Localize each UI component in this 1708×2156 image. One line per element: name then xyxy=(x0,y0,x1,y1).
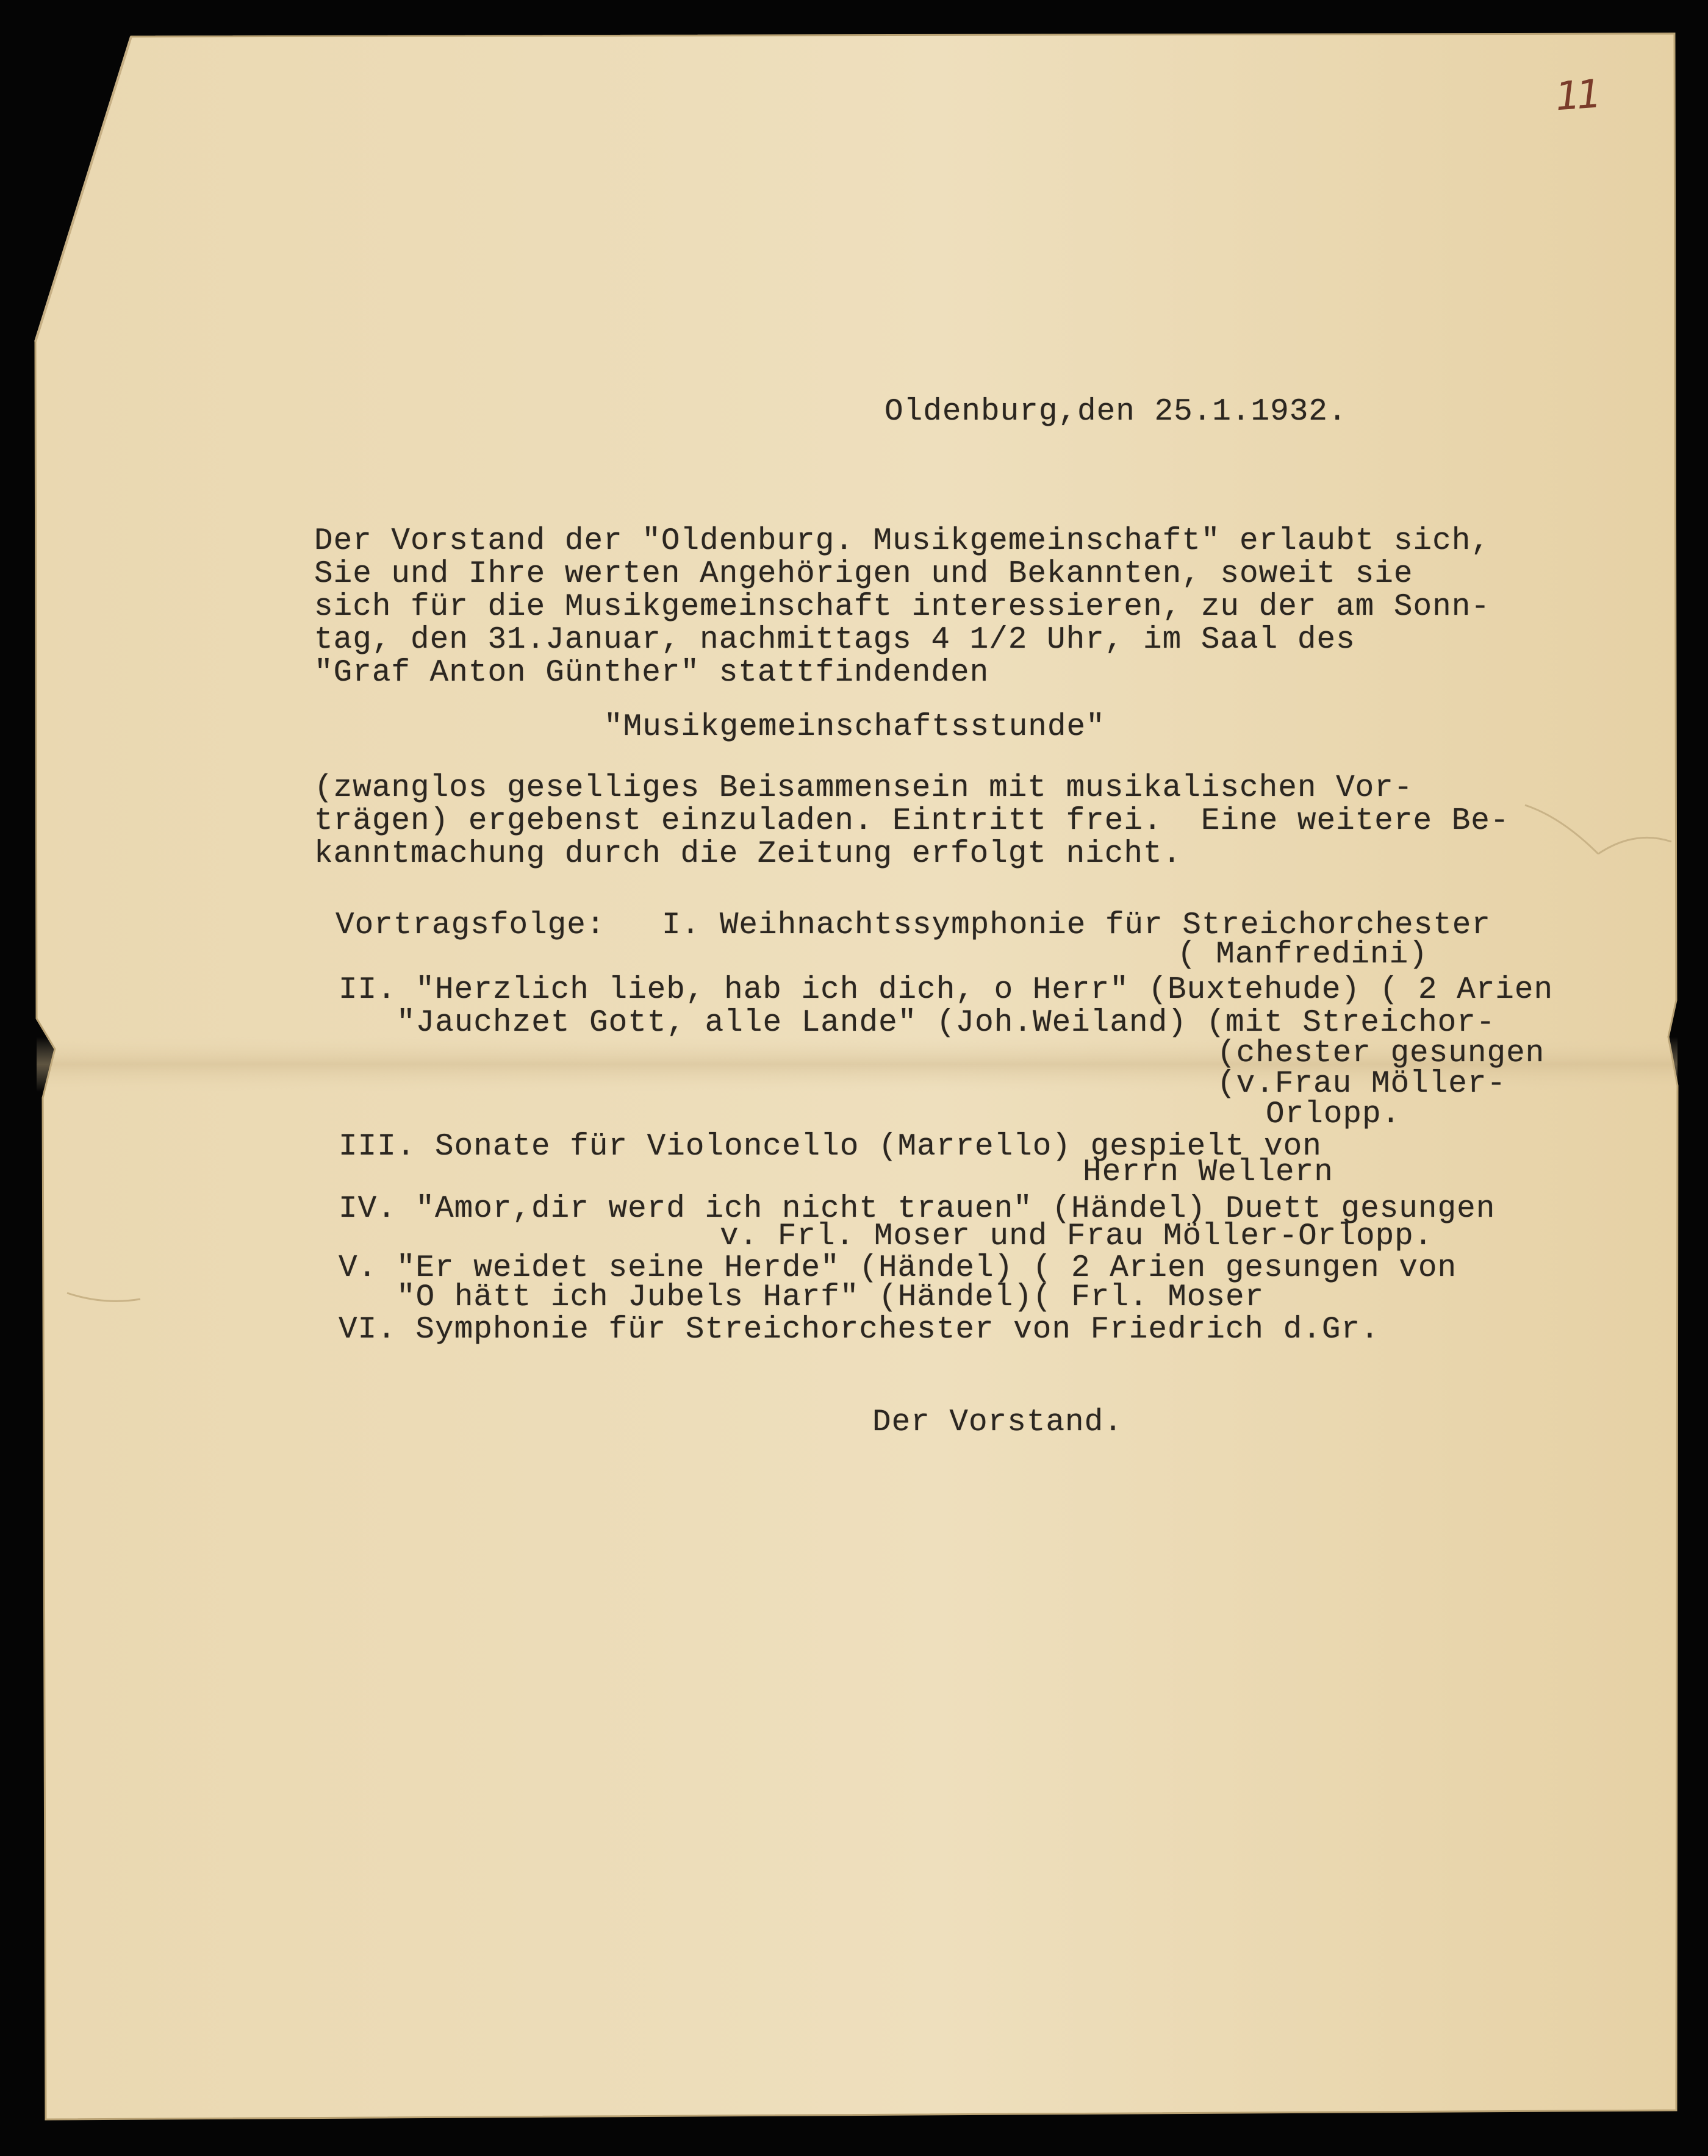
description-line-2: trägen) ergebenst einzuladen. Eintritt frei. Eine weitere Be- xyxy=(314,804,1510,839)
program-line-10: IV. "Amor,dir werd ich nicht trauen" (Händel) Duett gesungen xyxy=(339,1192,1496,1227)
description-line-1: (zwanglos geselliges Beisammensein mit musikalischen Vor- xyxy=(314,771,1413,806)
program-line-7: Orlopp. xyxy=(1266,1097,1401,1132)
intro-line-1: Der Vorstand der "Oldenburg. Musikgemeinschaft" erlaubt sich, xyxy=(314,524,1490,559)
event-title: "Musikgemeinschaftsstunde" xyxy=(604,710,1105,745)
intro-line-2: Sie und Ihre werten Angehörigen und Bekannten, soweit sie xyxy=(314,557,1413,592)
program-line-8: III. Sonate für Violoncello (Marrello) gespielt von xyxy=(339,1130,1322,1164)
program-line-4: "Jauchzet Gott, alle Lande" (Joh.Weiland) (mit Streichor- xyxy=(396,1006,1496,1040)
program-line-11: v. Frl. Moser und Frau Möller-Orlopp. xyxy=(720,1219,1434,1254)
program-line-9: Herrn Wellern xyxy=(1083,1155,1333,1190)
date-line: Oldenburg,den 25.1.1932. xyxy=(884,395,1347,429)
intro-line-5: "Graf Anton Günther" stattfindenden xyxy=(314,656,989,690)
intro-line-4: tag, den 31.Januar, nachmittags 4 1/2 Uhr, im Saal des xyxy=(314,623,1355,657)
signature-line: Der Vorstand. xyxy=(872,1405,1123,1440)
program-line-13: "O hätt ich Jubels Harf" (Händel)( Frl. Moser xyxy=(396,1280,1265,1315)
program-line-2: ( Manfredini) xyxy=(1177,937,1428,972)
program-line-6: (v.Frau Möller- xyxy=(1217,1067,1507,1101)
program-line-14: VI. Symphonie für Streichorchester von Friedrich d.Gr. xyxy=(339,1313,1380,1347)
description-line-3: kanntmachung durch die Zeitung erfolgt nicht. xyxy=(314,837,1182,872)
program-line-5: (chester gesungen xyxy=(1217,1036,1545,1071)
program-line-1: I. Weihnachtssymphonie für Streichorchester xyxy=(662,908,1491,943)
program-line-3: II. "Herzlich lieb, hab ich dich, o Herr" (Buxtehude) ( 2 Arien xyxy=(339,973,1554,1008)
program-label: Vortragsfolge: xyxy=(336,908,606,943)
program-line-12: V. "Er weidet seine Herde" (Händel) ( 2 Arien gesungen von xyxy=(339,1251,1457,1286)
folio-number: 11 xyxy=(1554,71,1599,120)
intro-line-3: sich für die Musikgemeinschaft interessieren, zu der am Sonn- xyxy=(314,590,1490,625)
